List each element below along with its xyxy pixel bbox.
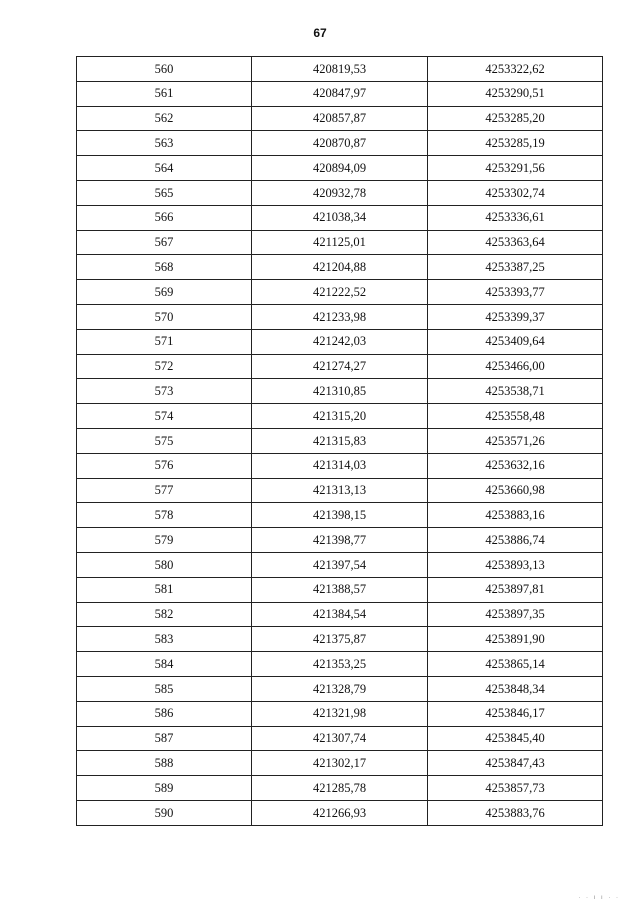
y-coordinate-cell: 4253363,64 [428, 230, 603, 255]
table-row [77, 404, 603, 429]
point-number-cell: 564 [77, 156, 252, 181]
x-coordinate-cell: 421222,52 [252, 280, 428, 305]
table-row [77, 503, 603, 528]
table-row [77, 428, 603, 453]
table-row [77, 230, 603, 255]
y-coordinate-cell: 4253865,14 [428, 652, 603, 677]
point-number-cell: 560 [77, 57, 252, 82]
x-coordinate-cell: 420894,09 [252, 156, 428, 181]
table-row [77, 180, 603, 205]
point-number-cell: 561 [77, 81, 252, 106]
table-row [77, 552, 603, 577]
x-coordinate-cell: 421315,83 [252, 428, 428, 453]
point-number-cell: 589 [77, 776, 252, 801]
x-coordinate-cell: 421302,17 [252, 751, 428, 776]
y-coordinate-cell: 4253302,74 [428, 180, 603, 205]
x-coordinate-cell: 421274,27 [252, 354, 428, 379]
y-coordinate-cell: 4253466,00 [428, 354, 603, 379]
x-coordinate-cell: 421353,25 [252, 652, 428, 677]
x-coordinate-cell: 421398,15 [252, 503, 428, 528]
point-number-cell: 573 [77, 379, 252, 404]
x-coordinate-cell: 420847,97 [252, 81, 428, 106]
table-row [77, 800, 603, 825]
table-row [77, 478, 603, 503]
point-number-cell: 574 [77, 404, 252, 429]
table-row [77, 528, 603, 553]
x-coordinate-cell: 421375,87 [252, 627, 428, 652]
table-row [77, 776, 603, 801]
x-coordinate-cell: 421397,54 [252, 552, 428, 577]
y-coordinate-cell: 4253571,26 [428, 428, 603, 453]
point-number-cell: 583 [77, 627, 252, 652]
y-coordinate-cell: 4253857,73 [428, 776, 603, 801]
point-number-cell: 565 [77, 180, 252, 205]
point-number-cell: 566 [77, 205, 252, 230]
x-coordinate-cell: 420932,78 [252, 180, 428, 205]
table-row [77, 751, 603, 776]
x-coordinate-cell: 421398,77 [252, 528, 428, 553]
table-row [77, 81, 603, 106]
table-row [77, 255, 603, 280]
point-number-cell: 581 [77, 577, 252, 602]
y-coordinate-cell: 4253891,90 [428, 627, 603, 652]
table-row [77, 701, 603, 726]
point-number-cell: 590 [77, 800, 252, 825]
x-coordinate-cell: 421242,03 [252, 329, 428, 354]
point-number-cell: 579 [77, 528, 252, 553]
y-coordinate-cell: 4253291,56 [428, 156, 603, 181]
point-number-cell: 587 [77, 726, 252, 751]
y-coordinate-cell: 4253883,16 [428, 503, 603, 528]
point-number-cell: 569 [77, 280, 252, 305]
table-row [77, 205, 603, 230]
point-number-cell: 577 [77, 478, 252, 503]
page-number: 67 [313, 26, 327, 40]
y-coordinate-cell: 4253848,34 [428, 676, 603, 701]
table-row [77, 280, 603, 305]
x-coordinate-cell: 420819,53 [252, 57, 428, 82]
table-row [77, 577, 603, 602]
y-coordinate-cell: 4253632,16 [428, 453, 603, 478]
y-coordinate-cell: 4253886,74 [428, 528, 603, 553]
x-coordinate-cell: 421310,85 [252, 379, 428, 404]
table-row [77, 131, 603, 156]
x-coordinate-cell: 421233,98 [252, 304, 428, 329]
x-coordinate-cell: 420870,87 [252, 131, 428, 156]
point-number-cell: 580 [77, 552, 252, 577]
y-coordinate-cell: 4253409,64 [428, 329, 603, 354]
x-coordinate-cell: 421313,13 [252, 478, 428, 503]
y-coordinate-cell: 4253387,25 [428, 255, 603, 280]
point-number-cell: 585 [77, 676, 252, 701]
x-coordinate-cell: 421314,03 [252, 453, 428, 478]
y-coordinate-cell: 4253336,61 [428, 205, 603, 230]
y-coordinate-cell: 4253322,62 [428, 57, 603, 82]
y-coordinate-cell: 4253538,71 [428, 379, 603, 404]
y-coordinate-cell: 4253660,98 [428, 478, 603, 503]
point-number-cell: 563 [77, 131, 252, 156]
y-coordinate-cell: 4253893,13 [428, 552, 603, 577]
y-coordinate-cell: 4253846,17 [428, 701, 603, 726]
x-coordinate-cell: 420857,87 [252, 106, 428, 131]
y-coordinate-cell: 4253897,35 [428, 602, 603, 627]
table-row [77, 156, 603, 181]
table-row [77, 602, 603, 627]
x-coordinate-cell: 421328,79 [252, 676, 428, 701]
coordinates-table [76, 56, 603, 826]
coordinates-table-body [77, 57, 603, 826]
x-coordinate-cell: 421388,57 [252, 577, 428, 602]
y-coordinate-cell: 4253290,51 [428, 81, 603, 106]
y-coordinate-cell: 4253847,43 [428, 751, 603, 776]
y-coordinate-cell: 4253558,48 [428, 404, 603, 429]
x-coordinate-cell: 421038,34 [252, 205, 428, 230]
point-number-cell: 571 [77, 329, 252, 354]
x-coordinate-cell: 421204,88 [252, 255, 428, 280]
table-row [77, 354, 603, 379]
point-number-cell: 582 [77, 602, 252, 627]
table-row [77, 627, 603, 652]
point-number-cell: 578 [77, 503, 252, 528]
point-number-cell: 576 [77, 453, 252, 478]
point-number-cell: 584 [77, 652, 252, 677]
table-row [77, 453, 603, 478]
x-coordinate-cell: 421266,93 [252, 800, 428, 825]
y-coordinate-cell: 4253897,81 [428, 577, 603, 602]
point-number-cell: 588 [77, 751, 252, 776]
table-row [77, 726, 603, 751]
y-coordinate-cell: 4253285,19 [428, 131, 603, 156]
point-number-cell: 562 [77, 106, 252, 131]
point-number-cell: 567 [77, 230, 252, 255]
point-number-cell: 586 [77, 701, 252, 726]
x-coordinate-cell: 421384,54 [252, 602, 428, 627]
table-row [77, 329, 603, 354]
point-number-cell: 575 [77, 428, 252, 453]
table-row [77, 652, 603, 677]
x-coordinate-cell: 421315,20 [252, 404, 428, 429]
y-coordinate-cell: 4253399,37 [428, 304, 603, 329]
y-coordinate-cell: 4253845,40 [428, 726, 603, 751]
x-coordinate-cell: 421285,78 [252, 776, 428, 801]
y-coordinate-cell: 4253285,20 [428, 106, 603, 131]
scan-artifact: · · ı ı · · [578, 895, 620, 901]
point-number-cell: 572 [77, 354, 252, 379]
point-number-cell: 570 [77, 304, 252, 329]
table-row [77, 676, 603, 701]
table-row [77, 57, 603, 82]
y-coordinate-cell: 4253393,77 [428, 280, 603, 305]
x-coordinate-cell: 421321,98 [252, 701, 428, 726]
x-coordinate-cell: 421125,01 [252, 230, 428, 255]
point-number-cell: 568 [77, 255, 252, 280]
y-coordinate-cell: 4253883,76 [428, 800, 603, 825]
x-coordinate-cell: 421307,74 [252, 726, 428, 751]
table-row [77, 106, 603, 131]
table-row [77, 304, 603, 329]
table-row [77, 379, 603, 404]
